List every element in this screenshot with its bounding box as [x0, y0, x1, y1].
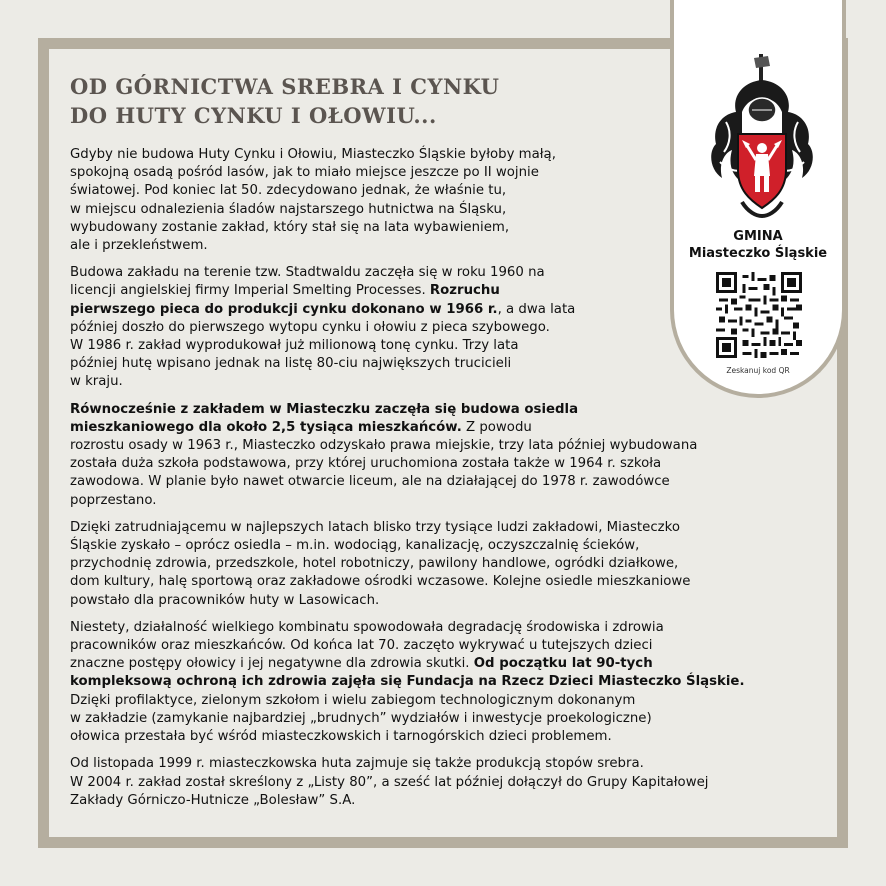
emphasis-text: Od początku lat 90-tych kompleksową ochroną ich zdrowia zajęła się Fundacja na Rzecz Dzieci Miasteczko Śląskie. — [70, 656, 745, 690]
body-paragraph — [70, 401, 820, 510]
qr-code-icon[interactable] — [716, 272, 802, 358]
page-title — [70, 72, 630, 130]
municipality-badge — [670, 0, 846, 398]
badge-label: GMINA — [733, 229, 783, 244]
paragraph-text: , a dwa lata później doszło do pierwszego wytopu cynku i ołowiu z pieca szybowego. W 1986 r. zakład wyprodukował już milionową tonę cynku. Trzy lata później hutę wpisano jednak na listę 80-ciu największych trucicieli w kraju. — [70, 301, 576, 390]
coat-of-arms-icon — [702, 52, 822, 222]
title-line-2: DO HUTY CYNKU I OŁOWIU... — [70, 103, 437, 128]
paragraph-text: Budowa zakładu na terenie tzw. Stadtwaldu zaczęła się w roku 1960 na licencji angielskiej firmy Imperial Smelting Processes. — [70, 265, 545, 299]
paragraph-text: Dzięki zatrudniającemu w najlepszych latach blisko trzy tysiące ludzi zakładowi, Miasteczko Śląskie zyskało – oprócz osiedla – m.in. wodociąg, kanalizację, oczyszczalnię ścieków, przychodnię zdrowia, przedszkole, hotel robotniczy, pawilony handlowe, ogródki działkowe, dom kultury, halę sportową oraz zakładowe ośrodki wczasowe. Kolejne osiedle mieszkaniowe powstało dla pracowników huty w Lasowicach. — [70, 519, 691, 608]
paragraph-text: Od listopada 1999 r. miasteczkowska huta zajmuje się także produkcją stopów srebra. W 2004 r. zakład został skreślony z „Listy 80”, a sześć lat później dołączył do Grupy Kapitałowej Zakłady Górniczo-Hutnicze „Bolesław” S.A. — [70, 756, 709, 808]
municipality-name: Miasteczko Śląskie — [688, 246, 828, 261]
emphasis-text: Równocześnie z zakładem w Miasteczku zaczęła się budowa osiedla mieszkaniowego dla około 2,5 tysiąca mieszkańców. — [70, 401, 579, 435]
paragraph-text: Gdyby nie budowa Huty Cynku i Ołowiu, Miasteczko Śląskie byłoby małą, spokojną osadą pośród lasów, jak to miało miejsce jeszcze po II wojnie światowej. Pod koniec lat 50. zdecydowano jednak, że właśnie tu, w miejscu odnalezienia śladów najstarszego hutnictwa na Śląsku, wybudowany zostanie zakład, który stał się na lata wybawieniem, ale i przekleństwem. — [70, 147, 556, 254]
paragraph-text: Z powodu rozrostu osady w 1963 r., Miasteczko odzyskało prawa miejskie, trzy lata później wybudowana została duża szkoła podstawowa, przy której uruchomiona została także w 1964 r. szkoła zawodowa. W planie było nawet otwarcie liceum, ale na działającej do 1978 r. zawodówce poprzestano. — [70, 419, 698, 508]
body-paragraph — [70, 619, 820, 746]
title-line-1: OD GÓRNICTWA SREBRA I CYNKU — [70, 74, 500, 99]
paragraph-text: Niestety, działalność wielkiego kombinatu spowodowała degradację środowiska i zdrowia pracowników oraz mieszkańców. Od końca lat 70. zaczęto wykrywać u tutejszych dzieci znaczne postępy ołowicy i jej negatywne dla zdrowia skutki. — [70, 619, 664, 672]
emphasis-text: Rozruchu pierwszego pieca do produkcji cynku dokonano w 1966 r. — [70, 283, 500, 317]
qr-caption: Zeskanuj kod QR — [726, 366, 790, 375]
body-paragraph — [70, 755, 820, 810]
body-paragraph — [70, 519, 820, 610]
paragraph-text: Dzięki profilaktyce, zielonym szkołom i wielu zabiegom technologicznym dokonanym w zakładzie (zamykanie najbardziej „brudnych” wydziałów i inwestycje proekologiczne) ołowica przestała być wśród miasteczkowskich i tarnogórskich dzieci problemem. — [70, 692, 652, 745]
